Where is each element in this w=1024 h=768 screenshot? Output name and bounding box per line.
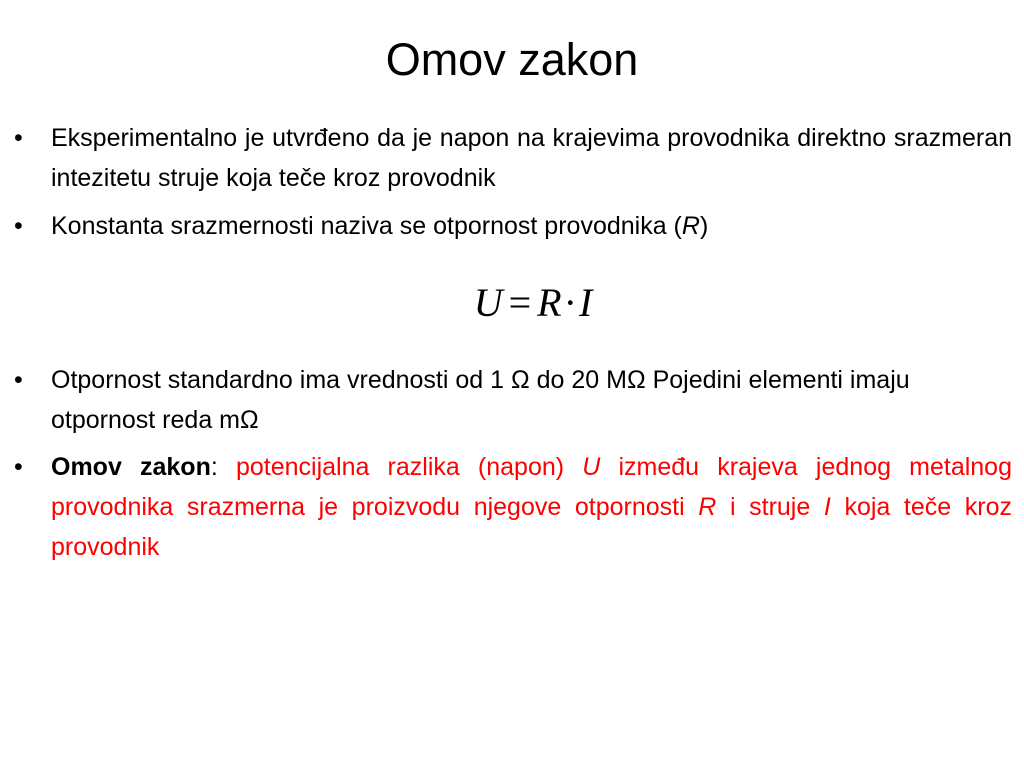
current-symbol: I	[823, 493, 831, 521]
bullet-marker: •	[14, 453, 23, 481]
law-colon: :	[210, 453, 236, 481]
bullet-item	[14, 360, 1012, 440]
law-definition-part: i struje	[716, 493, 824, 521]
bullet-list	[14, 118, 1012, 567]
law-definition-part: potencijalna razlika (napon)	[235, 453, 583, 481]
bullet-text: Eksperimentalno je utvrđeno da je napon na krajevima provodnika direktno srazmeran intezitetu struje koja teče kroz provodnik	[51, 124, 1012, 192]
voltage-symbol: U	[582, 453, 601, 481]
bullet-item	[14, 206, 1012, 246]
formula-equals: =	[508, 280, 532, 325]
formula-current: I	[578, 280, 593, 325]
bullet-marker: •	[14, 124, 23, 152]
formula-resistance: R	[537, 280, 562, 325]
bullet-text	[51, 206, 1012, 246]
law-definition-part: koja teče kroz provodnik	[51, 493, 1013, 561]
formula-voltage: U	[473, 280, 503, 325]
bullet-item	[14, 118, 1012, 198]
bullet-text-part: )	[699, 212, 709, 240]
ohm-formula	[14, 246, 1012, 360]
bullet-item	[14, 447, 1012, 567]
resistance-symbol: R	[681, 212, 700, 240]
bullet-text	[51, 447, 1012, 567]
law-label: Omov zakon	[51, 453, 211, 481]
bullet-text-part: Konstanta srazmernosti naziva se otpornost provodnika (	[51, 212, 682, 240]
resistance-symbol: R	[698, 493, 717, 521]
bullet-text: Otpornost standardno ima vrednosti od 1 Ω do 20 MΩ Pojedini elementi imaju otpornost reda mΩ	[51, 366, 910, 434]
law-definition-part: između krajeva jednog metalnog provodnika srazmerna je proizvodu njegove otpornosti	[51, 453, 1012, 521]
bullet-marker: •	[14, 366, 23, 394]
bullet-marker: •	[14, 212, 23, 240]
formula-multiply: ·	[563, 280, 577, 325]
slide-title: Omov zakon	[385, 34, 639, 85]
